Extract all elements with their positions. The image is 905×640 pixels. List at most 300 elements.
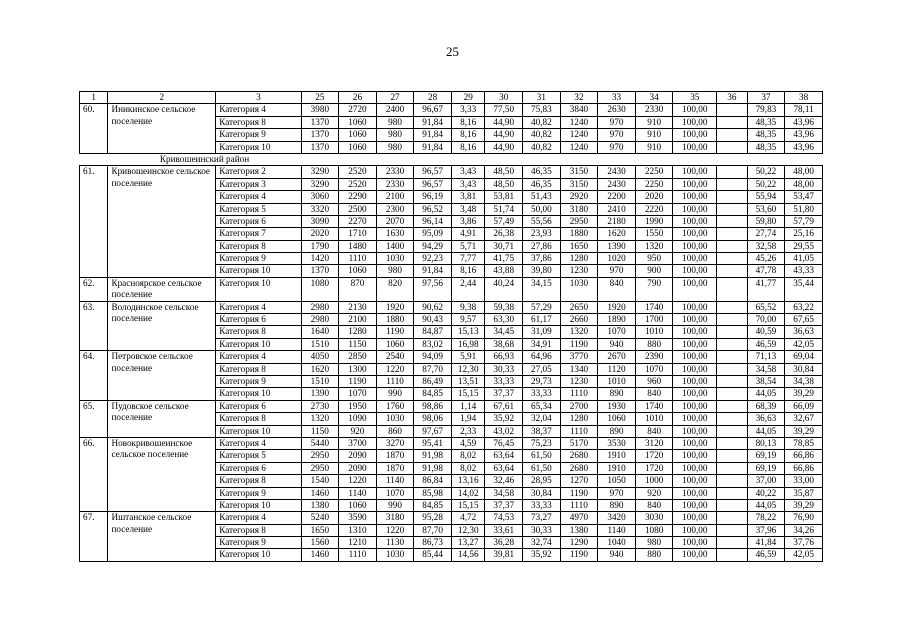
value-cell [717, 499, 747, 511]
value-cell [717, 388, 747, 400]
value-cell: 34,58 [747, 363, 785, 375]
category-cell: Категория 4 [216, 512, 301, 524]
value-cell: 1130 [376, 537, 414, 549]
category-cell: Категория 4 [216, 104, 301, 116]
category-cell: Категория 2 [216, 166, 301, 178]
value-cell: 66,86 [785, 462, 823, 474]
value-cell: 84,87 [414, 326, 452, 338]
page-number: 25 [446, 44, 459, 59]
value-cell: 46,35 [523, 166, 561, 178]
value-cell: 48,50 [485, 178, 523, 190]
value-cell: 1010 [635, 326, 673, 338]
settlement-name: Пудовское сельское поселение [108, 400, 216, 437]
table-row [80, 104, 823, 116]
value-cell: 100,00 [673, 437, 717, 449]
value-cell: 95,28 [414, 512, 452, 524]
value-cell: 48,35 [747, 116, 785, 128]
value-cell: 1040 [598, 537, 636, 549]
value-cell: 4,59 [451, 437, 485, 449]
value-cell: 7,77 [451, 253, 485, 265]
value-cell: 1120 [598, 363, 636, 375]
value-cell: 1930 [598, 400, 636, 412]
value-cell: 86,84 [414, 475, 452, 487]
value-cell: 1380 [560, 524, 598, 536]
value-cell: 890 [598, 425, 636, 437]
category-cell: Категория 6 [216, 462, 301, 474]
value-cell: 95,09 [414, 228, 452, 240]
value-cell: 37,86 [523, 253, 561, 265]
value-cell: 90,43 [414, 314, 452, 326]
row-number: 63. [80, 301, 108, 351]
value-cell: 42,05 [785, 338, 823, 350]
value-cell: 37,96 [747, 524, 785, 536]
header-cell: 30 [485, 92, 523, 104]
value-cell: 1510 [301, 338, 339, 350]
value-cell: 3060 [301, 191, 339, 203]
value-cell: 1060 [339, 499, 377, 511]
category-cell: Категория 7 [216, 228, 301, 240]
value-cell: 1240 [560, 129, 598, 141]
value-cell: 100,00 [673, 512, 717, 524]
value-cell: 43,02 [485, 425, 523, 437]
value-cell: 55,56 [523, 215, 561, 227]
value-cell: 2250 [635, 166, 673, 178]
value-cell: 1320 [635, 240, 673, 252]
value-cell: 41,84 [747, 537, 785, 549]
value-cell: 100,00 [673, 104, 717, 116]
value-cell [717, 116, 747, 128]
value-cell: 1320 [560, 326, 598, 338]
row-number: 60. [80, 104, 108, 154]
value-cell: 100,00 [673, 141, 717, 153]
header-cell: 38 [785, 92, 823, 104]
value-cell: 84,85 [414, 388, 452, 400]
value-cell: 1080 [635, 524, 673, 536]
value-cell: 1210 [339, 537, 377, 549]
value-cell: 94,09 [414, 351, 452, 363]
value-cell: 41,05 [785, 253, 823, 265]
value-cell: 41,75 [485, 253, 523, 265]
value-cell: 1990 [635, 215, 673, 227]
value-cell: 1230 [560, 376, 598, 388]
value-cell: 12,30 [451, 363, 485, 375]
value-cell: 4,91 [451, 228, 485, 240]
value-cell: 4050 [301, 351, 339, 363]
header-cell: 27 [376, 92, 414, 104]
value-cell: 34,45 [485, 326, 523, 338]
header-cell: 33 [598, 92, 636, 104]
value-cell: 970 [598, 265, 636, 277]
value-cell: 32,58 [747, 240, 785, 252]
value-cell: 8,16 [451, 116, 485, 128]
header-cell: 26 [339, 92, 377, 104]
value-cell: 5240 [301, 512, 339, 524]
value-cell: 100,00 [673, 413, 717, 425]
value-cell: 96,52 [414, 203, 452, 215]
value-cell: 2680 [560, 462, 598, 474]
value-cell: 100,00 [673, 228, 717, 240]
value-cell: 3770 [560, 351, 598, 363]
value-cell: 96,57 [414, 178, 452, 190]
value-cell: 14,02 [451, 487, 485, 499]
value-cell: 940 [598, 338, 636, 350]
value-cell: 33,61 [485, 524, 523, 536]
value-cell: 37,00 [747, 475, 785, 487]
value-cell: 61,50 [523, 462, 561, 474]
table-row [80, 277, 823, 301]
value-cell: 91,98 [414, 450, 452, 462]
table-row [80, 166, 823, 178]
category-cell: Категория 4 [216, 301, 301, 313]
value-cell [717, 141, 747, 153]
value-cell: 3,81 [451, 191, 485, 203]
value-cell: 34,91 [523, 338, 561, 350]
header-cell: 32 [560, 92, 598, 104]
value-cell: 98,86 [414, 400, 452, 412]
value-cell: 2630 [598, 104, 636, 116]
value-cell: 44,90 [485, 129, 523, 141]
value-cell: 3980 [301, 104, 339, 116]
value-cell: 3090 [301, 215, 339, 227]
value-cell [717, 166, 747, 178]
value-cell: 73,27 [523, 512, 561, 524]
value-cell [717, 363, 747, 375]
value-cell: 100,00 [673, 400, 717, 412]
value-cell: 53,47 [785, 191, 823, 203]
value-cell: 3840 [560, 104, 598, 116]
value-cell: 970 [598, 116, 636, 128]
value-cell: 970 [598, 487, 636, 499]
table-row [80, 400, 823, 412]
value-cell: 43,96 [785, 116, 823, 128]
value-cell: 100,00 [673, 129, 717, 141]
value-cell: 2850 [339, 351, 377, 363]
value-cell: 40,22 [747, 487, 785, 499]
value-cell: 61,17 [523, 314, 561, 326]
district-row [80, 153, 823, 165]
value-cell [717, 265, 747, 277]
category-cell: Категория 4 [216, 351, 301, 363]
value-cell: 2020 [301, 228, 339, 240]
value-cell: 15,15 [451, 388, 485, 400]
value-cell: 3590 [339, 512, 377, 524]
value-cell: 860 [376, 425, 414, 437]
value-cell: 8,16 [451, 141, 485, 153]
value-cell: 2200 [598, 191, 636, 203]
value-cell: 92,23 [414, 253, 452, 265]
value-cell: 48,35 [747, 129, 785, 141]
value-cell: 14,56 [451, 549, 485, 561]
value-cell: 51,74 [485, 203, 523, 215]
value-cell: 51,80 [785, 203, 823, 215]
header-row [80, 92, 823, 104]
value-cell [717, 450, 747, 462]
value-cell [717, 104, 747, 116]
value-cell: 1060 [339, 129, 377, 141]
value-cell: 2660 [560, 314, 598, 326]
value-cell: 840 [635, 425, 673, 437]
header-cell: 36 [717, 92, 747, 104]
value-cell: 69,04 [785, 351, 823, 363]
value-cell: 1280 [339, 326, 377, 338]
row-number: 66. [80, 437, 108, 511]
value-cell: 2090 [339, 462, 377, 474]
value-cell: 37,37 [485, 388, 523, 400]
value-cell: 1460 [301, 549, 339, 561]
value-cell: 1010 [598, 376, 636, 388]
value-cell: 950 [635, 253, 673, 265]
value-cell: 1,94 [451, 413, 485, 425]
category-cell: Категория 9 [216, 376, 301, 388]
value-cell: 85,44 [414, 549, 452, 561]
value-cell: 51,43 [523, 191, 561, 203]
value-cell: 2270 [339, 215, 377, 227]
value-cell: 910 [635, 141, 673, 153]
value-cell: 1080 [301, 277, 339, 301]
value-cell: 28,95 [523, 475, 561, 487]
value-cell: 1380 [301, 499, 339, 511]
value-cell: 15,13 [451, 326, 485, 338]
value-cell: 1110 [560, 388, 598, 400]
value-cell [717, 240, 747, 252]
value-cell: 100,00 [673, 376, 717, 388]
header-cell: 31 [523, 92, 561, 104]
value-cell: 100,00 [673, 277, 717, 301]
value-cell: 4,72 [451, 512, 485, 524]
value-cell: 65,52 [747, 301, 785, 313]
value-cell: 2070 [376, 215, 414, 227]
value-cell: 74,53 [485, 512, 523, 524]
value-cell: 100,00 [673, 450, 717, 462]
value-cell: 3,86 [451, 215, 485, 227]
value-cell: 1070 [635, 363, 673, 375]
value-cell: 3030 [635, 512, 673, 524]
value-cell: 78,11 [785, 104, 823, 116]
value-cell: 1620 [301, 363, 339, 375]
category-cell: Категория 6 [216, 314, 301, 326]
value-cell: 46,59 [747, 549, 785, 561]
value-cell: 13,27 [451, 537, 485, 549]
value-cell [717, 376, 747, 388]
value-cell: 91,84 [414, 129, 452, 141]
value-cell: 40,82 [523, 116, 561, 128]
value-cell: 5,71 [451, 240, 485, 252]
value-cell: 2180 [598, 215, 636, 227]
value-cell: 33,33 [485, 376, 523, 388]
value-cell: 59,80 [747, 215, 785, 227]
value-cell: 1540 [301, 475, 339, 487]
value-cell: 1220 [376, 363, 414, 375]
value-cell: 100,00 [673, 116, 717, 128]
value-cell: 39,29 [785, 425, 823, 437]
value-cell: 36,28 [485, 537, 523, 549]
value-cell: 890 [598, 388, 636, 400]
district-spacer [80, 153, 108, 165]
row-number: 64. [80, 351, 108, 401]
value-cell: 44,05 [747, 425, 785, 437]
category-cell: Категория 4 [216, 437, 301, 449]
value-cell: 1740 [635, 400, 673, 412]
value-cell: 100,00 [673, 351, 717, 363]
value-cell: 32,46 [485, 475, 523, 487]
header-cell: 1 [80, 92, 108, 104]
value-cell: 1280 [560, 413, 598, 425]
row-number: 62. [80, 277, 108, 301]
value-cell: 2730 [301, 400, 339, 412]
value-cell: 970 [598, 141, 636, 153]
value-cell: 1190 [560, 338, 598, 350]
value-cell: 1720 [635, 462, 673, 474]
value-cell: 42,05 [785, 549, 823, 561]
value-cell: 8,02 [451, 450, 485, 462]
table-row [80, 437, 823, 449]
value-cell: 96,19 [414, 191, 452, 203]
value-cell: 920 [635, 487, 673, 499]
value-cell: 820 [376, 277, 414, 301]
value-cell [717, 537, 747, 549]
value-cell: 13,16 [451, 475, 485, 487]
value-cell: 2430 [598, 178, 636, 190]
value-cell: 790 [635, 277, 673, 301]
category-cell: Категория 10 [216, 265, 301, 277]
value-cell: 1230 [560, 265, 598, 277]
value-cell: 2400 [376, 104, 414, 116]
category-cell: Категория 3 [216, 178, 301, 190]
value-cell: 37,76 [785, 537, 823, 549]
value-cell: 61,50 [523, 450, 561, 462]
value-cell: 1300 [339, 363, 377, 375]
value-cell: 77,50 [485, 104, 523, 116]
value-cell: 100,00 [673, 265, 717, 277]
value-cell: 1060 [598, 413, 636, 425]
value-cell: 100,00 [673, 549, 717, 561]
value-cell: 2410 [598, 203, 636, 215]
value-cell: 1060 [376, 338, 414, 350]
value-cell [717, 326, 747, 338]
value-cell: 1650 [301, 524, 339, 536]
category-cell: Категория 10 [216, 141, 301, 153]
value-cell: 100,00 [673, 203, 717, 215]
category-cell: Категория 9 [216, 537, 301, 549]
value-cell: 1280 [560, 253, 598, 265]
value-cell: 48,00 [785, 178, 823, 190]
value-cell: 91,84 [414, 265, 452, 277]
value-cell: 76,45 [485, 437, 523, 449]
value-cell: 2330 [376, 178, 414, 190]
value-cell: 2670 [598, 351, 636, 363]
value-cell: 15,15 [451, 499, 485, 511]
value-cell: 880 [635, 338, 673, 350]
value-cell: 3180 [560, 203, 598, 215]
value-cell: 90,62 [414, 301, 452, 313]
value-cell: 38,68 [485, 338, 523, 350]
value-cell: 1030 [560, 277, 598, 301]
value-cell: 1190 [376, 326, 414, 338]
value-cell: 1020 [598, 253, 636, 265]
value-cell: 57,79 [785, 215, 823, 227]
value-cell: 2980 [301, 301, 339, 313]
value-cell: 1110 [339, 549, 377, 561]
value-cell: 67,61 [485, 400, 523, 412]
category-cell: Категория 9 [216, 129, 301, 141]
value-cell: 1050 [598, 475, 636, 487]
value-cell: 50,00 [523, 203, 561, 215]
value-cell: 1030 [376, 253, 414, 265]
value-cell: 91,98 [414, 462, 452, 474]
value-cell: 1190 [560, 549, 598, 561]
value-cell: 1390 [598, 240, 636, 252]
value-cell: 1000 [635, 475, 673, 487]
value-cell: 75,23 [523, 437, 561, 449]
value-cell: 30,84 [523, 487, 561, 499]
value-cell: 85,98 [414, 487, 452, 499]
header-cell: 25 [301, 92, 339, 104]
value-cell: 3150 [560, 166, 598, 178]
value-cell: 980 [635, 537, 673, 549]
value-cell: 1110 [560, 425, 598, 437]
value-cell: 100,00 [673, 499, 717, 511]
value-cell: 100,00 [673, 326, 717, 338]
value-cell: 1890 [598, 314, 636, 326]
category-cell: Категория 10 [216, 499, 301, 511]
value-cell: 980 [376, 141, 414, 153]
value-cell: 970 [598, 129, 636, 141]
value-cell: 40,59 [747, 326, 785, 338]
value-cell [717, 413, 747, 425]
value-cell: 960 [635, 376, 673, 388]
category-cell: Категория 8 [216, 116, 301, 128]
value-cell: 910 [635, 129, 673, 141]
value-cell: 1400 [376, 240, 414, 252]
value-cell [717, 301, 747, 313]
value-cell: 25,16 [785, 228, 823, 240]
value-cell: 990 [376, 388, 414, 400]
value-cell: 1240 [560, 116, 598, 128]
value-cell: 98,06 [414, 413, 452, 425]
value-cell: 48,00 [785, 166, 823, 178]
value-cell: 100,00 [673, 338, 717, 350]
value-cell: 1270 [560, 475, 598, 487]
value-cell: 2520 [339, 178, 377, 190]
row-number: 65. [80, 400, 108, 437]
value-cell: 1060 [339, 116, 377, 128]
value-cell: 1920 [376, 301, 414, 313]
category-cell: Категория 8 [216, 413, 301, 425]
value-cell: 940 [598, 549, 636, 561]
value-cell: 1880 [560, 228, 598, 240]
value-cell: 43,88 [485, 265, 523, 277]
value-cell: 44,05 [747, 388, 785, 400]
value-cell: 96,14 [414, 215, 452, 227]
value-cell: 840 [635, 388, 673, 400]
value-cell: 1290 [560, 537, 598, 549]
value-cell: 1140 [339, 487, 377, 499]
settlement-name: Новокривошеинское сельское поселение [108, 437, 216, 511]
value-cell: 870 [339, 277, 377, 301]
value-cell: 96,67 [414, 104, 452, 116]
district-spacer [301, 153, 822, 165]
value-cell: 2980 [301, 314, 339, 326]
value-cell: 39,29 [785, 499, 823, 511]
value-cell: 3530 [598, 437, 636, 449]
value-cell: 1030 [376, 549, 414, 561]
value-cell: 43,33 [785, 265, 823, 277]
value-cell: 1090 [339, 413, 377, 425]
value-cell: 1060 [339, 265, 377, 277]
value-cell: 34,26 [785, 524, 823, 536]
value-cell: 3290 [301, 178, 339, 190]
value-cell: 2130 [339, 301, 377, 313]
